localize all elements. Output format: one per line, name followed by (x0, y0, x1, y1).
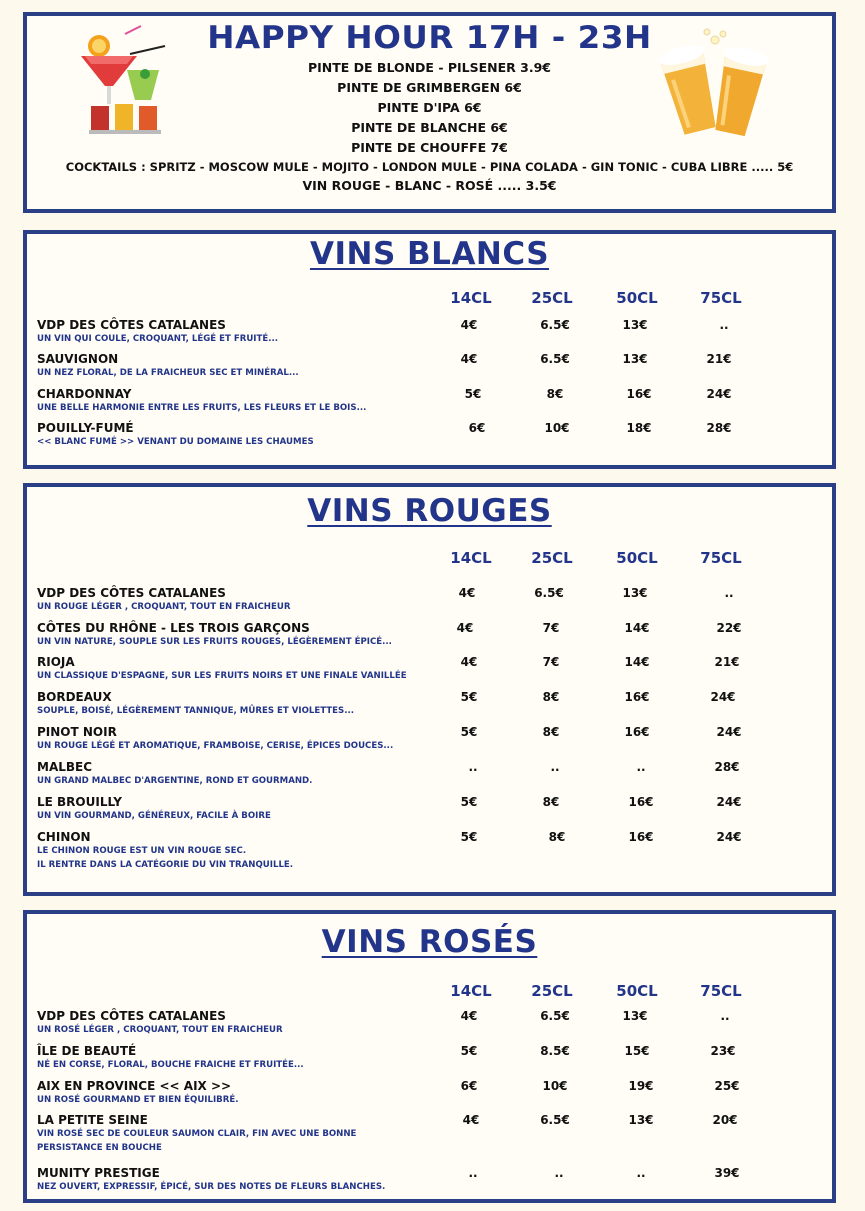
price-75cl: 21€ (714, 655, 740, 669)
wine-name: POUILLY-FUMÉ (37, 421, 134, 435)
price-14cl: 4€ (460, 318, 478, 332)
price-50cl: 13€ (622, 352, 648, 366)
column-header: 25CL (531, 289, 573, 307)
wine-name: CÔTES DU RHÔNE - LES TROIS GARÇONS (37, 621, 310, 635)
price-14cl: .. (468, 760, 478, 774)
price-50cl: 13€ (622, 318, 648, 332)
wine-description: UN ROSÉ LÉGER , CROQUANT, TOUT EN FRAICHEUR (37, 1025, 283, 1035)
wine-name: LE BROUILLY (37, 795, 122, 809)
price-25cl: .. (554, 1166, 564, 1180)
column-header: 50CL (616, 289, 658, 307)
price-14cl: 4€ (458, 586, 476, 600)
column-header: 75CL (700, 982, 742, 1000)
wine-name: SAUVIGNON (37, 352, 119, 366)
wine-description: UN VIN NATURE, SOUPLE SUR LES FRUITS ROUGES, LÉGÈREMENT ÉPICÉ... (37, 637, 392, 647)
wine-description: UNE BELLE HARMONIE ENTRE LES FRUITS, LES FLEURS ET LE BOIS... (37, 403, 367, 413)
wine-description: UN VIN GOURMAND, GÉNÉREUX, FACILE À BOIRE (37, 811, 271, 821)
section-vins-blancs (23, 230, 836, 469)
price-25cl: 7€ (542, 655, 560, 669)
price-25cl: 10€ (544, 421, 570, 435)
wine-description: SOUPLE, BOISÉ, LÉGÈREMENT TANNIQUE, MÛRES ET VIOLETTES... (37, 706, 355, 716)
wine-name: VDP DES CÔTES CATALANES (37, 586, 226, 600)
price-14cl: 4€ (462, 1113, 480, 1127)
wine-description: NÉ EN CORSE, FLORAL, BOUCHE FRAICHE ET FRUITÉE... (37, 1060, 304, 1070)
price-50cl: .. (636, 1166, 646, 1180)
price-14cl: 4€ (460, 1009, 478, 1023)
price-14cl: 6€ (460, 1079, 478, 1093)
section-title: VINS ROUGES (307, 493, 552, 529)
wine-description: LE CHINON ROUGE EST UN VIN ROUGE SEC. (37, 846, 247, 856)
price-14cl: 5€ (460, 795, 478, 809)
price-50cl: 18€ (626, 421, 652, 435)
price-50cl: 16€ (626, 387, 652, 401)
price-25cl: 8€ (548, 830, 566, 844)
wine-description: UN ROSÉ GOURMAND ET BIEN ÉQUILIBRÉ. (37, 1095, 239, 1105)
wine-name: VDP DES CÔTES CATALANES (37, 318, 226, 332)
column-header: 14CL (450, 289, 492, 307)
price-75cl: 20€ (712, 1113, 738, 1127)
wine-name: MALBEC (37, 760, 93, 774)
price-75cl: .. (724, 586, 734, 600)
price-75cl: 21€ (706, 352, 732, 366)
price-14cl: 4€ (456, 621, 474, 635)
column-header: 14CL (450, 549, 492, 567)
price-75cl: 28€ (706, 421, 732, 435)
beer-glasses-icon (655, 26, 775, 141)
happy-hour-line: PINTE DE CHOUFFE 7€ (351, 140, 508, 155)
price-50cl: 15€ (624, 1044, 650, 1058)
price-25cl: .. (550, 760, 560, 774)
cocktail-icon (75, 24, 175, 142)
column-header: 25CL (531, 982, 573, 1000)
price-25cl: 6.5€ (540, 318, 570, 332)
price-25cl: 6.5€ (540, 1113, 570, 1127)
price-75cl: 23€ (710, 1044, 736, 1058)
happy-hour-line: PINTE DE BLONDE - PILSENER 3.9€ (307, 60, 552, 75)
happy-hour-line: PINTE DE GRIMBERGEN 6€ (337, 80, 522, 95)
wine-name: CHARDONNAY (37, 387, 132, 401)
wine-name: VDP DES CÔTES CATALANES (37, 1009, 226, 1023)
price-50cl: 13€ (628, 1113, 654, 1127)
section-title: VINS BLANCS (309, 236, 550, 272)
section-vins-rouges (23, 483, 836, 896)
price-25cl: 7€ (542, 621, 560, 635)
section-title: VINS ROSÉS (321, 924, 538, 960)
price-50cl: .. (636, 760, 646, 774)
price-50cl: 16€ (624, 690, 650, 704)
wine-name: ÎLE DE BEAUTÉ (37, 1044, 137, 1058)
wine-description: << BLANC FUMÉ >> VENANT DU DOMAINE LES CHAUMES (37, 437, 314, 447)
wine-name: BORDEAUX (37, 690, 112, 704)
price-75cl: .. (719, 318, 729, 332)
price-75cl: 22€ (716, 621, 742, 635)
price-14cl: 4€ (460, 352, 478, 366)
price-14cl: 5€ (460, 690, 478, 704)
wine-name: MUNITY PRESTIGE (37, 1166, 160, 1180)
price-14cl: 5€ (460, 1044, 478, 1058)
wine-description: IL RENTRE DANS LA CATÉGORIE DU VIN TRANQUILLE. (37, 860, 294, 870)
price-50cl: 16€ (628, 830, 654, 844)
column-header: 50CL (616, 982, 658, 1000)
price-75cl: 25€ (714, 1079, 740, 1093)
price-25cl: 10€ (542, 1079, 568, 1093)
wine-description: UN VIN QUI COULE, CROQUANT, LÉGÉ ET FRUITÉ... (37, 334, 279, 344)
column-header: 75CL (700, 289, 742, 307)
price-75cl: 24€ (710, 690, 736, 704)
price-75cl: 39€ (714, 1166, 740, 1180)
happy-hour-line: PINTE DE BLANCHE 6€ (351, 120, 508, 135)
happy-hour-line: PINTE D'IPA 6€ (377, 100, 482, 115)
wine-description: UN CLASSIQUE D'ESPAGNE, SUR LES FRUITS NOIRS ET UNE FINALE VANILLÉE (37, 671, 407, 681)
wine-description: UN GRAND MALBEC D'ARGENTINE, ROND ET GOURMAND. (37, 776, 313, 786)
price-75cl: .. (720, 1009, 730, 1023)
happy-hour-box (23, 12, 836, 213)
wine-name: CHINON (37, 830, 91, 844)
price-25cl: 8.5€ (540, 1044, 570, 1058)
price-75cl: 28€ (714, 760, 740, 774)
wine-description: UN NEZ FLORAL, DE LA FRAICHEUR SEC ET MINÉRAL... (37, 368, 299, 378)
price-14cl: 4€ (460, 655, 478, 669)
section-vins-roses (23, 910, 836, 1203)
price-25cl: 8€ (542, 725, 560, 739)
wine-name: AIX EN PROVINCE << AIX >> (37, 1079, 232, 1093)
column-header: 25CL (531, 549, 573, 567)
price-75cl: 24€ (716, 725, 742, 739)
price-50cl: 16€ (624, 725, 650, 739)
wine-description: VIN ROSÉ SEC DE COULEUR SAUMON CLAIR, FIN AVEC UNE BONNE (37, 1129, 357, 1139)
happy-hour-line: COCKTAILS : SPRITZ - MOSCOW MULE - MOJITO - LONDON MULE - PINA COLADA - GIN TONIC - CUBA LIBRE ..... 5€ (65, 160, 794, 174)
column-header: 50CL (616, 549, 658, 567)
price-14cl: .. (468, 1166, 478, 1180)
wine-description: PERSISTANCE EN BOUCHE (37, 1143, 162, 1153)
price-14cl: 5€ (464, 387, 482, 401)
price-50cl: 14€ (624, 655, 650, 669)
price-50cl: 19€ (628, 1079, 654, 1093)
wine-name: LA PETITE SEINE (37, 1113, 148, 1127)
price-14cl: 5€ (460, 725, 478, 739)
column-header: 14CL (450, 982, 492, 1000)
price-25cl: 8€ (546, 387, 564, 401)
price-14cl: 5€ (460, 830, 478, 844)
price-75cl: 24€ (716, 795, 742, 809)
price-25cl: 8€ (542, 690, 560, 704)
happy-hour-title: HAPPY HOUR 17H - 23H (207, 20, 652, 56)
price-50cl: 14€ (624, 621, 650, 635)
wine-description: UN ROUGE LÉGÉ ET AROMATIQUE, FRAMBOISE, CERISE, ÉPICES DOUCES... (37, 741, 394, 751)
price-25cl: 8€ (542, 795, 560, 809)
happy-hour-line: VIN ROUGE - BLANC - ROSÉ ..... 3.5€ (302, 178, 557, 193)
price-14cl: 6€ (468, 421, 486, 435)
price-50cl: 13€ (622, 1009, 648, 1023)
price-25cl: 6.5€ (540, 1009, 570, 1023)
wine-description: NEZ OUVERT, EXPRESSIF, ÉPICÉ, SUR DES NOTES DE FLEURS BLANCHES. (37, 1182, 386, 1192)
wine-name: RIOJA (37, 655, 75, 669)
wine-name: PINOT NOIR (37, 725, 117, 739)
price-75cl: 24€ (716, 830, 742, 844)
price-25cl: 6.5€ (534, 586, 564, 600)
price-25cl: 6.5€ (540, 352, 570, 366)
wine-description: UN ROUGE LÉGER , CROQUANT, TOUT EN FRAICHEUR (37, 602, 291, 612)
price-75cl: 24€ (706, 387, 732, 401)
price-50cl: 16€ (628, 795, 654, 809)
price-50cl: 13€ (622, 586, 648, 600)
column-header: 75CL (700, 549, 742, 567)
